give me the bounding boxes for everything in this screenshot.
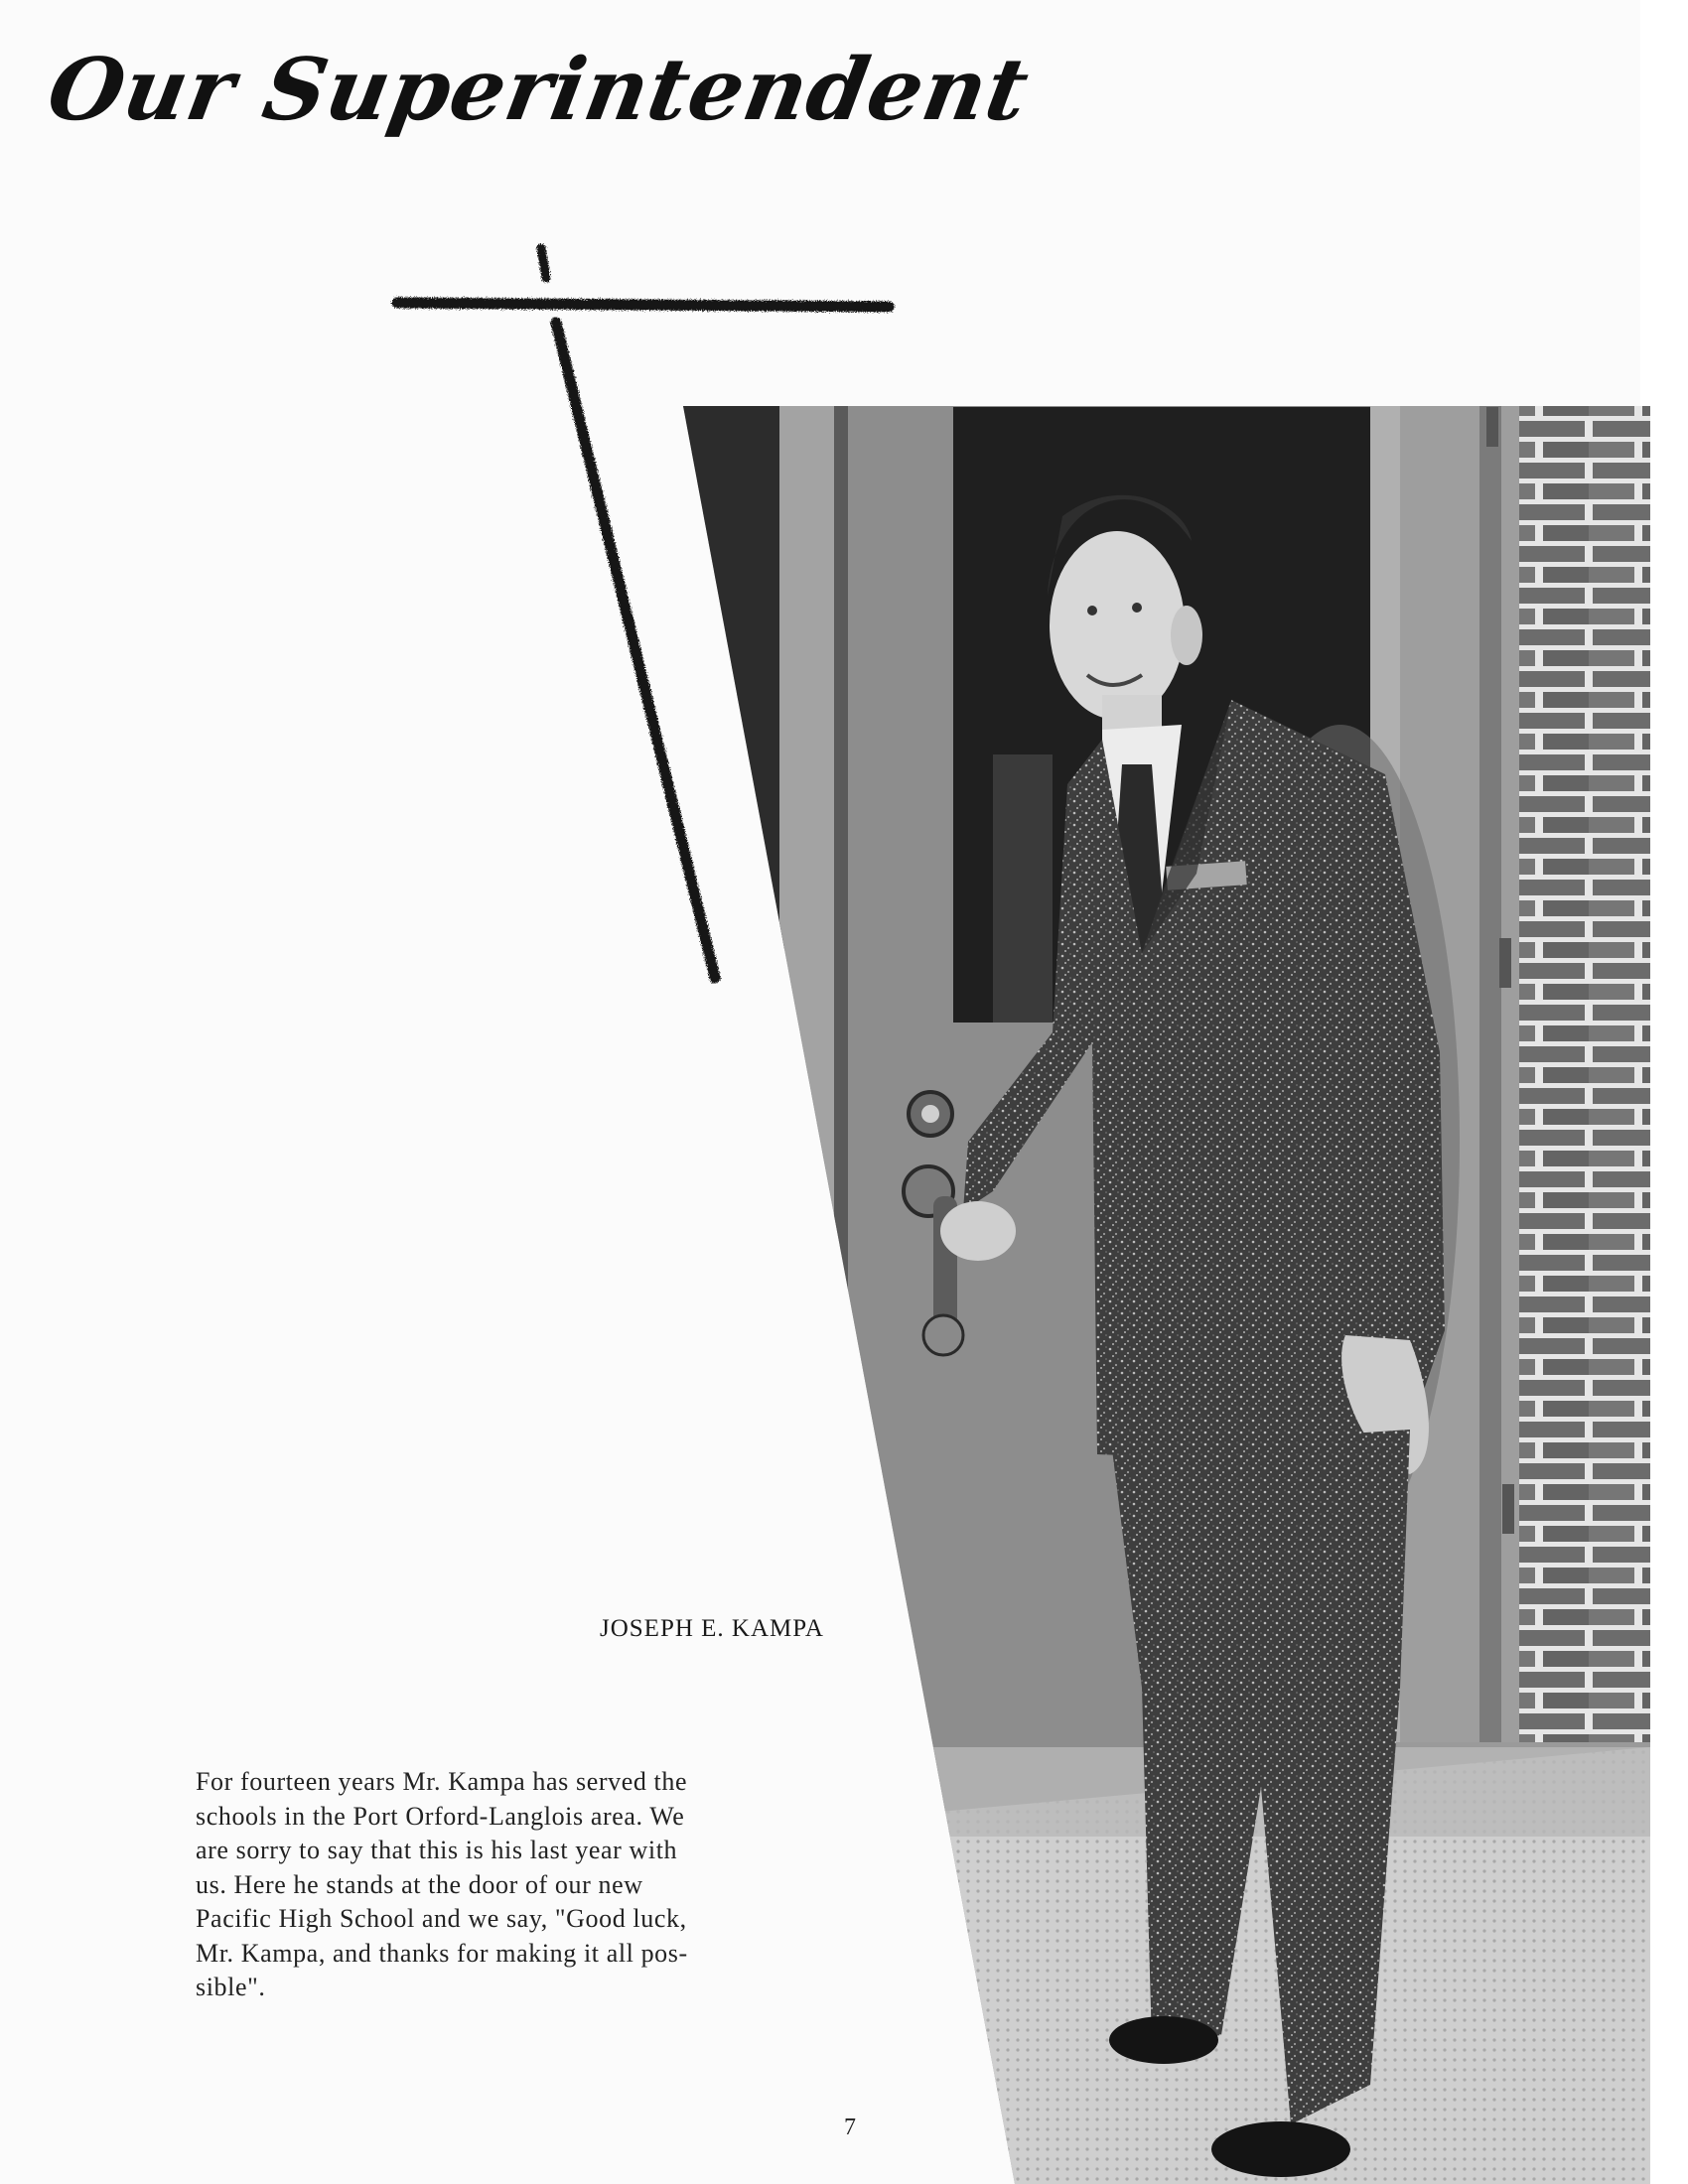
body-line: schools in the Port Orford-Langlois area. We [196, 1801, 685, 1831]
body-line: For fourteen years Mr. Kampa has served the [196, 1767, 688, 1796]
caption-name: JOSEPH E. KAMPA [600, 1615, 824, 1642]
page-number: 7 [844, 2115, 856, 2140]
body-paragraph [196, 1765, 831, 2005]
body-line: sible". [196, 1973, 266, 2001]
body-line: are sorry to say that this is his last year with [196, 1836, 678, 1864]
page-title: Our Superintendent [41, 40, 1037, 140]
body-line: us. Here he stands at the door of our new [196, 1869, 643, 1899]
body-line: Pacific High School and we say, "Good luck, [196, 1904, 687, 1933]
body-line: Mr. Kampa, and thanks for making it all pos- [196, 1938, 688, 1968]
